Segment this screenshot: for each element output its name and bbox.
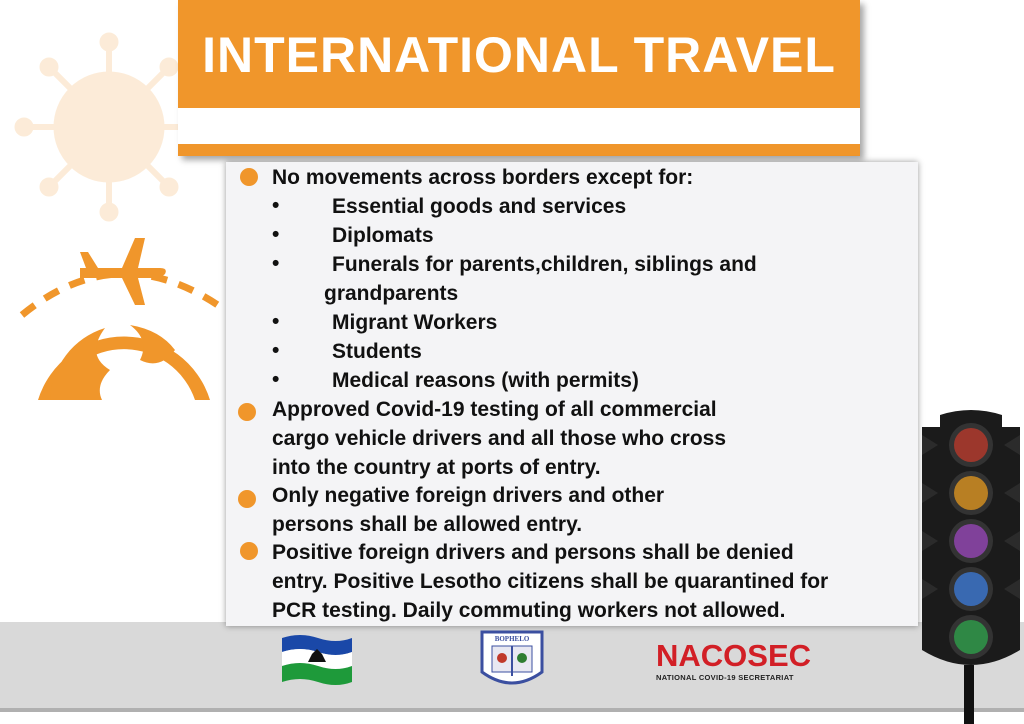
list-item: cargo vehicle drivers and all those who cross bbox=[272, 427, 727, 450]
bullet-mark: • bbox=[272, 194, 280, 217]
bullet-mark: • bbox=[272, 310, 280, 333]
lesotho-flag-icon bbox=[280, 632, 354, 686]
bullet-dot bbox=[238, 490, 256, 508]
title-banner bbox=[178, 0, 860, 156]
list-item: grandparents bbox=[324, 282, 459, 305]
list-item: into the country at ports of entry. bbox=[272, 456, 601, 479]
list-item: Positive foreign drivers and persons shall be denied bbox=[272, 541, 794, 564]
nacosec-title: NACOSEC bbox=[656, 638, 812, 673]
bullet-dot bbox=[238, 403, 256, 421]
list-item: Diplomats bbox=[332, 224, 434, 247]
list-item: Only negative foreign drivers and other bbox=[272, 484, 665, 507]
bullet-mark: • bbox=[272, 368, 280, 391]
list-item: Funerals for parents,children, siblings and bbox=[332, 253, 757, 276]
nacosec-logo bbox=[656, 638, 812, 682]
list-item: Medical reasons (with permits) bbox=[332, 369, 639, 392]
list-item: PCR testing. Daily commuting workers not allowed. bbox=[272, 599, 786, 622]
list-item: Students bbox=[332, 340, 422, 363]
nacosec-subtitle: NATIONAL COVID-19 SECRETARIAT bbox=[656, 673, 794, 682]
bullet-dot bbox=[240, 168, 258, 186]
airplane-icon bbox=[10, 230, 240, 410]
list-item: entry. Positive Lesotho citizens shall be quarantined for bbox=[272, 570, 829, 593]
list-item: Approved Covid-19 testing of all commercial bbox=[272, 398, 717, 421]
list-item: persons shall be allowed entry. bbox=[272, 513, 583, 536]
bullet-mark: • bbox=[272, 223, 280, 246]
bophelo-crest-icon bbox=[478, 628, 546, 692]
bullet-mark: • bbox=[272, 252, 280, 275]
content-panel bbox=[226, 162, 918, 626]
globe-icon bbox=[38, 325, 210, 400]
list-item: Essential goods and services bbox=[332, 195, 627, 218]
list-item: Migrant Workers bbox=[332, 311, 498, 334]
virus-icon bbox=[14, 32, 204, 222]
list-item: No movements across borders except for: bbox=[272, 166, 694, 189]
footer-divider bbox=[0, 708, 1024, 712]
bullet-mark: • bbox=[272, 339, 280, 362]
bullet-dot bbox=[240, 542, 258, 560]
traffic-light-icon bbox=[918, 405, 1024, 724]
bophelo-label: BOPHELO bbox=[494, 635, 530, 643]
page-title: INTERNATIONAL TRAVEL bbox=[202, 27, 836, 83]
